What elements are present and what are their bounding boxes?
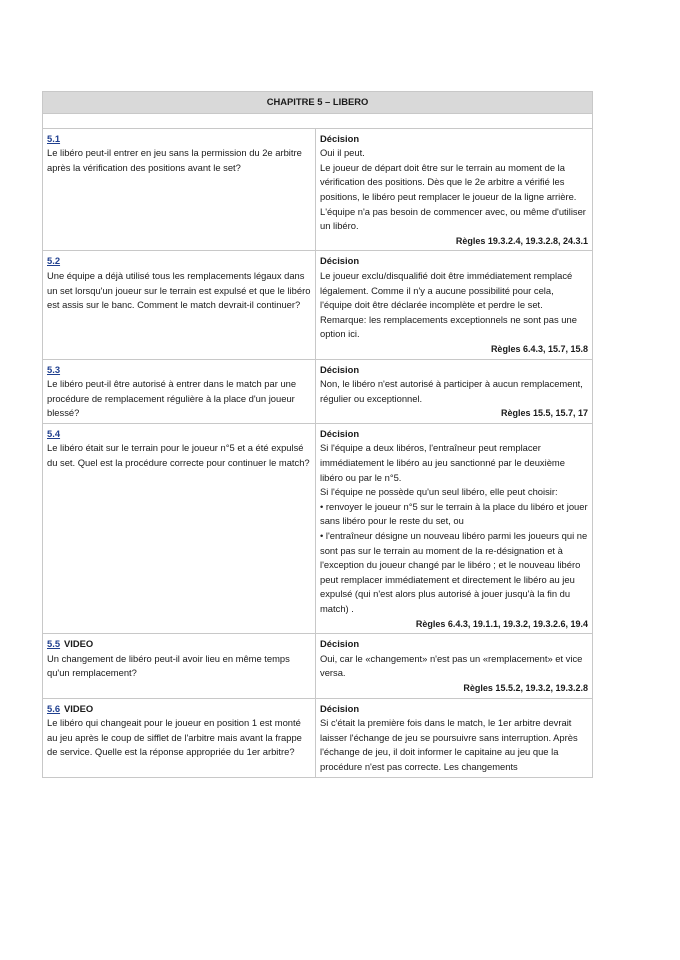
decision-text	[320, 716, 588, 774]
decision-line: Non, le libéro n'est autorisé à participer à aucun remplacement, régulier ou exceptionnel.	[320, 378, 583, 404]
video-tag: VIDEO	[64, 638, 94, 650]
question-row	[43, 251, 593, 359]
rules-reference: Règles 15.5.2, 19.3.2, 19.3.2.8	[463, 682, 589, 693]
decision-label: Décision	[320, 638, 360, 650]
decision-line: Le joueur exclu/disqualifié doit être immédiatement remplacé légalement. Comme il n'y a aucune possibilité pour cela, l'équipe doit être déclarée incomplète et perdre le set.	[320, 269, 573, 311]
question-row	[43, 698, 593, 777]
question-row	[43, 359, 593, 423]
decision-cell	[316, 359, 593, 423]
rules-reference: Règles 15.5, 15.7, 17	[500, 408, 589, 419]
decision-line: Si c'était la première fois dans le match, le 1er arbitre devrait laisser l'échange de jeu se poursuivre sans interruption. Après l'échange de jeu, il doit informer le capitaine au jeu que la procédure n'est pas correcte. Les changements	[320, 717, 578, 772]
question-cell	[43, 698, 316, 777]
rules-reference: Règles 6.4.3, 19.1.1, 19.3.2, 19.3.2.6, 19.4	[415, 618, 589, 629]
decision-cell	[316, 634, 593, 698]
decision-line: Si l'équipe ne possède qu'un seul libéro, elle peut choisir:	[320, 486, 558, 498]
question-number: 5.2	[47, 255, 61, 267]
chapter-title: CHAPITRE 5 – LIBERO	[43, 92, 593, 114]
decision-line: • renvoyer le joueur n°5 sur le terrain à la place du libéro et jouer sans libéro pour le reste du set, ou	[320, 500, 588, 527]
decision-line: Oui il peut.	[320, 147, 365, 159]
question-number: 5.1	[47, 132, 61, 144]
question-cell	[43, 359, 316, 423]
decision-cell	[316, 698, 593, 777]
decision-label: Décision	[320, 427, 360, 439]
question-text: Une équipe a déjà utilisé tous les remplacements légaux dans un set lorsqu'un joueur sur le terrain est expulsé et que le libéro est assis sur le banc. Comment le match devrait-il continuer?	[47, 269, 311, 311]
chapter-header-row	[43, 92, 593, 114]
question-text: Le libéro était sur le terrain pour le joueur n°5 et a été expulsé du set. Quel est la procédure correcte pour continuer le match?	[47, 442, 310, 469]
decision-label: Décision	[320, 702, 360, 714]
decision-line: Remarque: les remplacements exceptionnels ne sont pas une option ici.	[320, 313, 577, 340]
question-cell	[43, 128, 316, 251]
decision-label: Décision	[320, 132, 360, 144]
spacer-row	[43, 113, 593, 128]
question-text: Le libéro peut-il être autorisé à entrer dans le match par une procédure de remplacement régulière à la place d'un joueur blessé?	[47, 378, 297, 419]
question-row	[43, 423, 593, 633]
question-text: Un changement de libéro peut-il avoir lieu en même temps qu'un remplacement?	[47, 652, 290, 679]
decision-cell	[316, 251, 593, 359]
question-text: Le libéro peut-il entrer en jeu sans la permission du 2e arbitre après la vérification des positions avant le set?	[47, 147, 302, 173]
decision-cell	[316, 423, 593, 633]
question-text: Le libéro qui changeait pour le joueur en position 1 est monté au jeu après le coup de sifflet de l'arbitre mais avant la frappe de service. Quelle est la réponse appropriée du 1er arbitre?	[47, 717, 302, 758]
video-tag: VIDEO	[64, 702, 94, 714]
question-rows	[43, 128, 593, 777]
question-cell	[43, 423, 316, 633]
decision-text	[320, 146, 588, 234]
decision-text	[320, 441, 588, 616]
decision-label: Décision	[320, 363, 360, 375]
decision-text	[320, 652, 588, 681]
rules-reference: Règles 19.3.2.4, 19.3.2.8, 24.3.1	[455, 235, 589, 246]
decision-line: Le joueur de départ doit être sur le terrain au moment de la vérification des positions. Dès que le 2e arbitre a vérifié les positions, le libéro peut remplacer le joueur de la ligne arrière. L'équipe n'a pas besoin de commencer avec, ou même d'utiliser un libéro.	[320, 161, 586, 232]
decision-text	[320, 269, 588, 342]
document-page	[42, 91, 592, 778]
decision-line: Si l'équipe a deux libéros, l'entraîneur peut remplacer immédiatement le libéro au jeu sanctionné par le deuxième libéro ou par le n°5.	[320, 442, 565, 483]
decision-cell	[316, 128, 593, 251]
decision-line: • l'entraîneur désigne un nouveau libéro parmi les joueurs qui ne sont pas sur le terrain au moment de la re-désignation et à l'exception du joueur changé par le libéro ; et le nouveau libéro peut remplacer immédiatement et directement le libéro au jeu expulsé (qui n'est alors plus autorisé à jouer jusqu'à la fin du match) .	[320, 530, 588, 614]
question-row	[43, 634, 593, 698]
decision-line: Oui, car le «changement» n'est pas un «remplacement» et vice versa.	[320, 652, 583, 679]
question-cell	[43, 634, 316, 698]
question-number: 5.6	[47, 702, 61, 714]
question-cell	[43, 251, 316, 359]
decision-text	[320, 377, 588, 406]
libero-rules-table	[42, 91, 593, 778]
question-row	[43, 128, 593, 251]
rules-reference: Règles 6.4.3, 15.7, 15.8	[490, 343, 589, 354]
question-number: 5.3	[47, 363, 61, 375]
question-number: 5.5	[47, 638, 61, 650]
decision-label: Décision	[320, 255, 360, 267]
question-number: 5.4	[47, 427, 61, 439]
